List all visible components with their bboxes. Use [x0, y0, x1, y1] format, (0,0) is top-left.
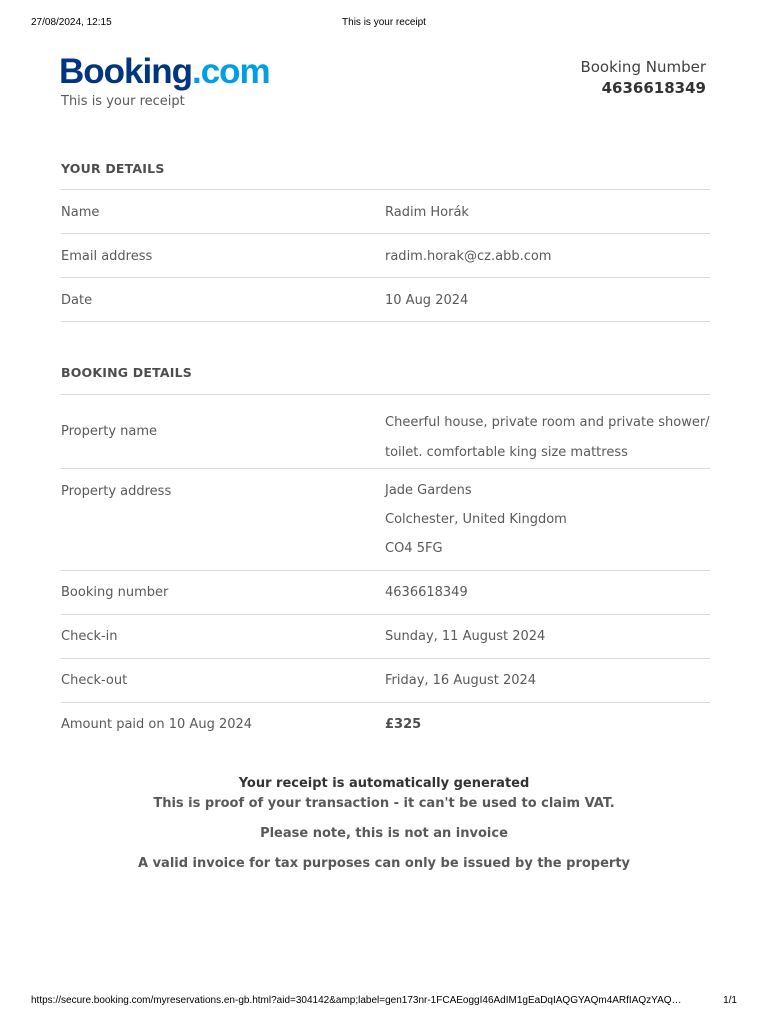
note-proof-of-transaction: This is proof of your transaction - it can't be used to claim VAT.	[153, 796, 615, 811]
check-out-value: Friday, 16 August 2024	[385, 673, 537, 688]
note-auto-generated: Your receipt is automatically generated	[238, 776, 530, 791]
print-title: This is your receipt	[342, 17, 426, 28]
booking-row-property-address	[61, 468, 710, 570]
your-details-title: YOUR DETAILS	[61, 161, 165, 176]
address-line: Colchester, United Kingdom	[385, 512, 567, 527]
logo-part-com: .com	[191, 52, 270, 91]
details-row-email	[61, 233, 710, 277]
date-label: Date	[61, 293, 93, 308]
print-datetime: 27/08/2024, 12:15	[31, 17, 112, 28]
booking-row-amount-paid	[61, 702, 710, 746]
details-row-date	[61, 277, 710, 322]
property-address-value	[385, 476, 567, 563]
print-header	[0, 17, 768, 31]
name-label: Name	[61, 205, 100, 220]
amount-paid-label: Amount paid on 10 Aug 2024	[61, 717, 253, 732]
booking-row-check-in	[61, 614, 710, 658]
property-name-value	[385, 408, 710, 468]
note-not-invoice: Please note, this is not an invoice	[260, 826, 508, 841]
property-address-label: Property address	[61, 484, 172, 499]
email-value: radim.horak@cz.abb.com	[385, 249, 552, 264]
check-in-label: Check-in	[61, 629, 118, 644]
receipt-subtitle: This is your receipt	[61, 94, 185, 109]
print-page-number: 1/1	[723, 995, 737, 1006]
booking-number-value: 4636618349	[601, 79, 706, 97]
check-out-label: Check-out	[61, 673, 128, 688]
booking-row-booking-number	[61, 570, 710, 614]
booking-row-property-name	[61, 394, 710, 468]
check-in-value: Sunday, 11 August 2024	[385, 629, 546, 644]
print-footer	[0, 995, 768, 1009]
receipt-notes	[0, 776, 768, 871]
property-name-label: Property name	[61, 424, 158, 439]
booking-details-title: BOOKING DETAILS	[61, 365, 192, 380]
address-line: Jade Gardens	[385, 483, 472, 498]
logo-part-booking: Booking	[59, 52, 192, 91]
your-details-table	[61, 189, 710, 322]
name-value: Radim Horák	[385, 205, 469, 220]
print-url: https://secure.booking.com/myreservations.en-gb.html?aid=304142&amp;label=gen173nr-1FCAEoggI46AdIM1gEaDqIAQGYAQm4ARfIAQzYAQ…	[31, 995, 682, 1006]
booking-number-label: Booking Number	[580, 58, 706, 76]
email-label: Email address	[61, 249, 153, 264]
address-line: CO4 5FG	[385, 541, 443, 556]
booking-number-row-label: Booking number	[61, 585, 169, 600]
date-value: 10 Aug 2024	[385, 293, 469, 308]
booking-logo	[59, 50, 270, 94]
booking-number-row-value: 4636618349	[385, 585, 468, 600]
booking-details-table	[61, 394, 710, 746]
booking-row-check-out	[61, 658, 710, 702]
amount-paid-value: £325	[385, 717, 422, 732]
property-name-line: toilet. comfortable king size mattress	[385, 445, 628, 460]
note-valid-invoice: A valid invoice for tax purposes can only be issued by the property	[137, 856, 631, 871]
property-name-line: Cheerful house, private room and private shower/	[385, 415, 710, 430]
details-row-name	[61, 189, 710, 233]
